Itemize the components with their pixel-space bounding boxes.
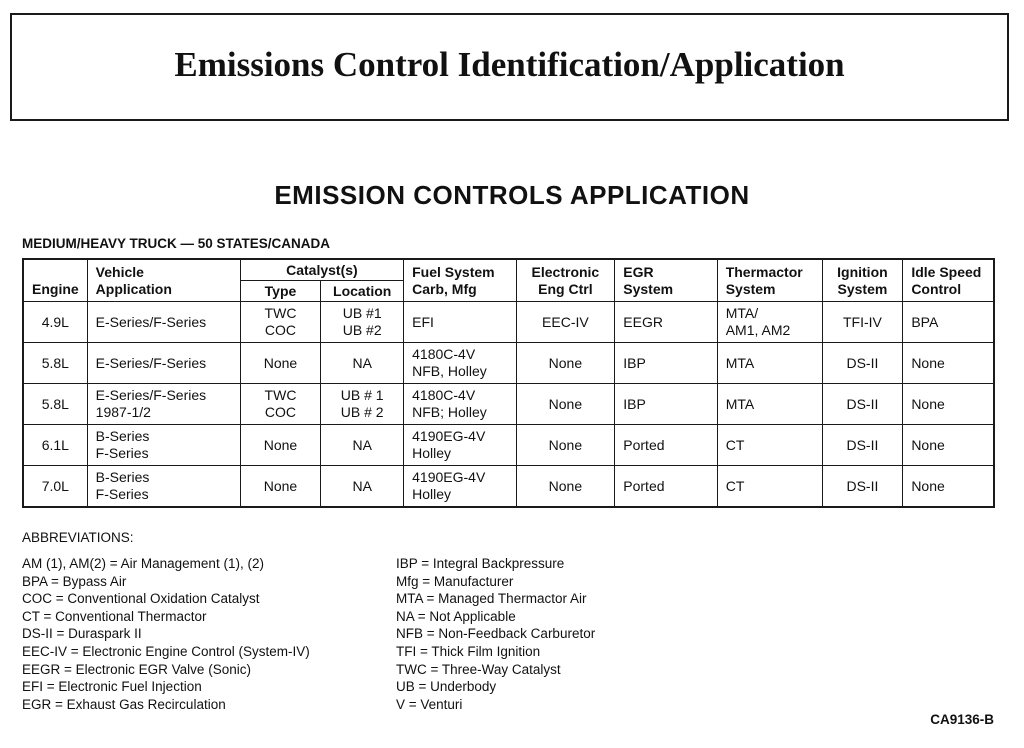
header-ignition-system: Ignition System bbox=[822, 259, 903, 302]
figure-code: CA9136-B bbox=[930, 712, 994, 727]
abbreviation-item: EEGR = Electronic EGR Valve (Sonic) bbox=[22, 661, 251, 677]
cell-ignition-system: DS-II bbox=[822, 384, 903, 425]
cell-idle-speed-control: BPA bbox=[903, 302, 994, 343]
cell-vehicle-application: B-Series F-Series bbox=[87, 466, 240, 508]
cell-electronic-eng-ctrl: None bbox=[516, 343, 615, 384]
cell-engine: 5.8L bbox=[23, 384, 87, 425]
cell-egr-system: IBP bbox=[615, 343, 717, 384]
table-row bbox=[23, 466, 994, 508]
cell-catalyst-type: None bbox=[240, 466, 321, 508]
abbreviation-item: TFI = Thick Film Ignition bbox=[396, 643, 541, 659]
cell-electronic-eng-ctrl: None bbox=[516, 425, 615, 466]
cell-vehicle-application: E-Series/F-Series 1987-1/2 bbox=[87, 384, 240, 425]
abbreviation-item: TWC = Three-Way Catalyst bbox=[396, 661, 561, 677]
cell-egr-system: Ported bbox=[615, 466, 717, 508]
header-catalyst-type: Type bbox=[240, 281, 321, 302]
cell-catalyst-location: NA bbox=[321, 343, 404, 384]
abbreviation-item: AM (1), AM(2) = Air Management (1), (2) bbox=[22, 556, 264, 571]
cell-fuel-system: EFI bbox=[404, 302, 516, 343]
cell-thermactor-system: CT bbox=[717, 466, 822, 508]
abbreviation-item: EEC-IV = Electronic Engine Control (System-IV) bbox=[22, 643, 310, 659]
cell-catalyst-type: TWC COC bbox=[240, 302, 321, 343]
cell-vehicle-application: E-Series/F-Series bbox=[87, 302, 240, 343]
cell-idle-speed-control: None bbox=[903, 425, 994, 466]
cell-engine: 4.9L bbox=[23, 302, 87, 343]
abbreviations-label: ABBREVIATIONS: bbox=[22, 530, 134, 545]
abbreviation-item: MTA = Managed Thermactor Air bbox=[396, 591, 587, 607]
cell-catalyst-location: UB # 1 UB # 2 bbox=[321, 384, 404, 425]
section-title: EMISSION CONTROLS APPLICATION bbox=[274, 180, 750, 210]
abbreviation-item: NFB = Non-Feedback Carburetor bbox=[396, 626, 596, 642]
header-catalyst-location: Location bbox=[321, 281, 404, 302]
cell-catalyst-type: None bbox=[240, 343, 321, 384]
cell-engine: 5.8L bbox=[23, 343, 87, 384]
cell-catalyst-location: NA bbox=[321, 425, 404, 466]
abbreviations-right-column bbox=[396, 555, 595, 713]
abbreviation-item: EFI = Electronic Fuel Injection bbox=[22, 679, 202, 695]
cell-ignition-system: TFI-IV bbox=[822, 302, 903, 343]
header-vehicle-application: Vehicle Application bbox=[87, 259, 240, 302]
abbreviation-item: EGR = Exhaust Gas Recirculation bbox=[22, 696, 226, 712]
cell-ignition-system: DS-II bbox=[822, 466, 903, 508]
title-box bbox=[10, 13, 1009, 121]
cell-catalyst-type: None bbox=[240, 425, 321, 466]
abbreviation-item: COC = Conventional Oxidation Catalyst bbox=[22, 591, 260, 607]
cell-thermactor-system: MTA bbox=[717, 343, 822, 384]
header-thermactor-system: Thermactor System bbox=[717, 259, 822, 302]
header-electronic-eng-ctrl: Electronic Eng Ctrl bbox=[516, 259, 615, 302]
header-egr-system: EGR System bbox=[615, 259, 717, 302]
cell-engine: 6.1L bbox=[23, 425, 87, 466]
abbreviation-item: IBP = Integral Backpressure bbox=[396, 556, 565, 571]
cell-vehicle-application: B-Series F-Series bbox=[87, 425, 240, 466]
header-fuel-system: Fuel System Carb, Mfg bbox=[404, 259, 516, 302]
cell-fuel-system: 4190EG-4V Holley bbox=[404, 425, 516, 466]
cell-fuel-system: 4180C-4V NFB, Holley bbox=[404, 343, 516, 384]
cell-thermactor-system: CT bbox=[717, 425, 822, 466]
cell-electronic-eng-ctrl: None bbox=[516, 384, 615, 425]
header-idle-speed-control: Idle Speed Control bbox=[903, 259, 994, 302]
abbreviation-item: V = Venturi bbox=[396, 696, 463, 712]
cell-thermactor-system: MTA/ AM1, AM2 bbox=[717, 302, 822, 343]
cell-idle-speed-control: None bbox=[903, 466, 994, 508]
cell-catalyst-location: UB #1 UB #2 bbox=[321, 302, 404, 343]
cell-idle-speed-control: None bbox=[903, 384, 994, 425]
cell-egr-system: IBP bbox=[615, 384, 717, 425]
abbreviation-item: UB = Underbody bbox=[396, 679, 497, 695]
header-catalysts: Catalyst(s) bbox=[240, 259, 403, 281]
cell-fuel-system: 4190EG-4V Holley bbox=[404, 466, 516, 508]
table-row bbox=[23, 425, 994, 466]
cell-vehicle-application: E-Series/F-Series bbox=[87, 343, 240, 384]
table-row bbox=[23, 302, 994, 343]
table-subheading: MEDIUM/HEAVY TRUCK — 50 STATES/CANADA bbox=[22, 236, 331, 251]
cell-ignition-system: DS-II bbox=[822, 343, 903, 384]
abbreviation-item: CT = Conventional Thermactor bbox=[22, 608, 207, 624]
abbreviation-item: BPA = Bypass Air bbox=[22, 573, 127, 589]
cell-electronic-eng-ctrl: EEC-IV bbox=[516, 302, 615, 343]
header-engine: Engine bbox=[23, 259, 87, 302]
abbreviation-item: Mfg = Manufacturer bbox=[396, 573, 514, 589]
abbreviation-item: DS-II = Duraspark II bbox=[22, 626, 142, 642]
cell-fuel-system: 4180C-4V NFB; Holley bbox=[404, 384, 516, 425]
cell-catalyst-type: TWC COC bbox=[240, 384, 321, 425]
emission-controls-table bbox=[22, 258, 995, 508]
cell-engine: 7.0L bbox=[23, 466, 87, 508]
cell-catalyst-location: NA bbox=[321, 466, 404, 508]
cell-idle-speed-control: None bbox=[903, 343, 994, 384]
table-row bbox=[23, 343, 994, 384]
table-row bbox=[23, 384, 994, 425]
cell-thermactor-system: MTA bbox=[717, 384, 822, 425]
cell-ignition-system: DS-II bbox=[822, 425, 903, 466]
page-title: Emissions Control Identification/Application bbox=[174, 45, 845, 84]
cell-egr-system: Ported bbox=[615, 425, 717, 466]
cell-egr-system: EEGR bbox=[615, 302, 717, 343]
cell-electronic-eng-ctrl: None bbox=[516, 466, 615, 508]
table-body bbox=[23, 302, 994, 508]
abbreviations-left-column bbox=[22, 555, 310, 713]
abbreviation-item: NA = Not Applicable bbox=[396, 608, 516, 624]
